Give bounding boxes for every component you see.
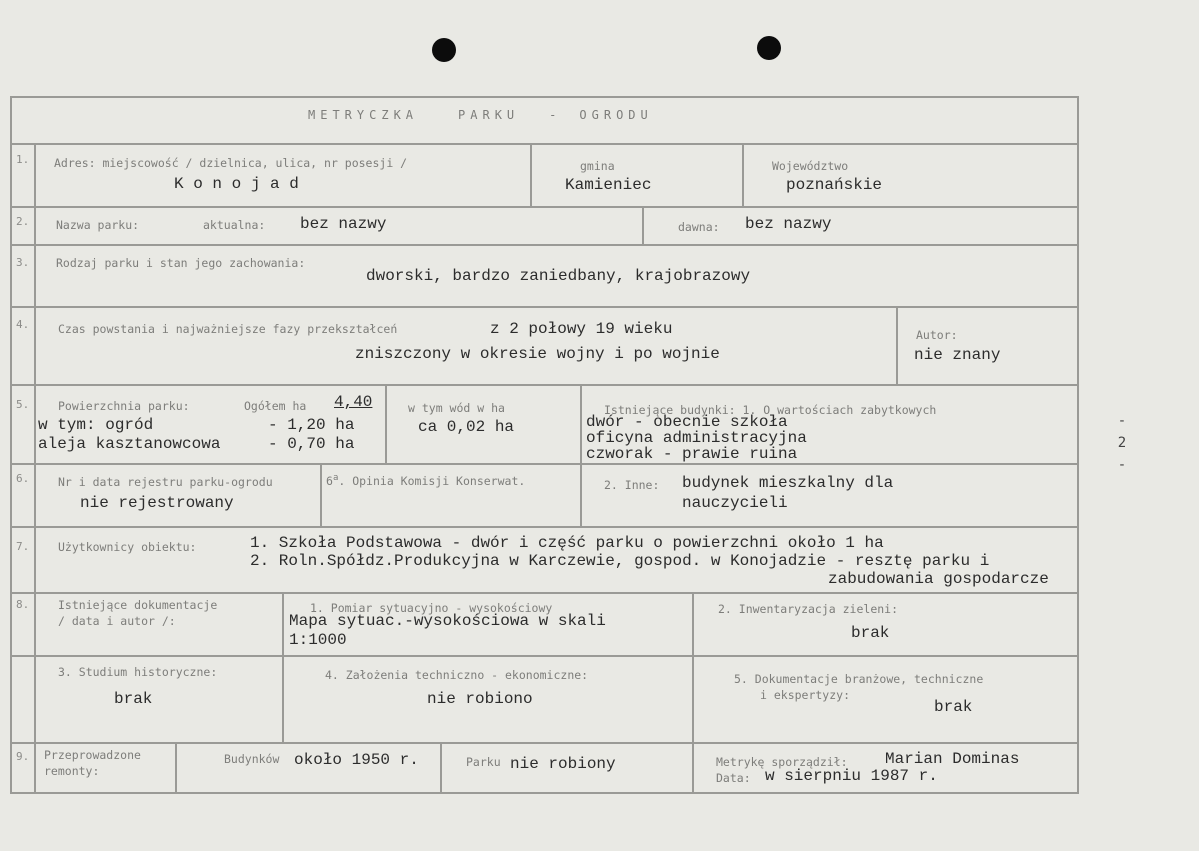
autor-value: nie znany xyxy=(914,346,1001,364)
ogolem-label: Ogółem ha xyxy=(244,399,307,413)
zalozenia-value: nie robiono xyxy=(427,690,533,708)
uzytkownicy-line-2: 2. Roln.Spółdz.Produkcyjna w Karczewie, gospod. w Konojadzie - resztę parku i xyxy=(250,552,990,570)
czas-powstania-label: Czas powstania i najważniejsze fazy przekształceń xyxy=(58,322,398,336)
wod-label: w tym wód w ha xyxy=(408,401,505,415)
side-dash-top: - xyxy=(1117,413,1127,429)
budynki-line-3: czworak - prawie ruina xyxy=(586,445,798,463)
opinia-text: . Opinia Komisji Konserwat. xyxy=(338,473,526,488)
dokumentacje-label-2: / data i autor /: xyxy=(58,614,176,628)
budynki-label: Istniejące budynki: 1. O wartościach zabytkowych xyxy=(604,403,937,417)
zalozenia-label: 4. Założenia techniczno - ekonomiczne: xyxy=(325,668,589,682)
budynki-line-1: dwór - obecnie szkoła xyxy=(586,413,788,431)
ogolem-value: 4,40 xyxy=(334,393,373,411)
dokumentacje-label-1: Istniejące dokumentacje xyxy=(58,598,218,612)
wojewodztwo-label: Województwo xyxy=(772,159,849,173)
budynkow-label: Budynków xyxy=(224,752,280,766)
data-value: w sierpniu 1987 r. xyxy=(765,767,938,785)
dawna-value: bez nazwy xyxy=(745,215,832,233)
rodzaj-parku-value: dworski, bardzo zaniedbany, krajobrazowy xyxy=(366,267,751,285)
side-number: 2 xyxy=(1117,435,1127,451)
inne-label: 2. Inne: xyxy=(604,478,660,492)
gmina-label: gmina xyxy=(580,159,615,173)
row-number-4: 4. xyxy=(16,318,30,331)
adres-value: K o n o j a d xyxy=(174,175,299,193)
pomiar-label: 1. Pomiar sytuacyjno - wysokościowy xyxy=(310,601,553,615)
aleja-label: aleja kasztanowcowa xyxy=(38,435,221,453)
branzowe-value: brak xyxy=(934,698,973,716)
title-metryczka: METRYCZKA xyxy=(308,108,419,122)
adres-label: Adres: miejscowość / dzielnica, ulica, nr posesji / xyxy=(54,156,408,170)
studium-value: brak xyxy=(114,690,153,708)
inwentaryzacja-value: brak xyxy=(851,624,890,642)
title-dash: - xyxy=(549,108,562,122)
czas-powstania-value-2: zniszczony w okresie wojny i po wojnie xyxy=(355,345,720,363)
title-parku: PARKU xyxy=(458,108,520,122)
rodzaj-parku-label: Rodzaj parku i stan jego zachowania: xyxy=(56,256,306,270)
row-number-1: 1. xyxy=(16,153,30,166)
opinia-superscript: a xyxy=(332,473,339,483)
w-tym-ogrod-value: - 1,20 ha xyxy=(268,416,355,434)
punch-hole-right xyxy=(757,36,781,60)
row-number-3: 3. xyxy=(16,256,30,269)
studium-label: 3. Studium historyczne: xyxy=(58,665,218,679)
wojewodztwo-value: poznańskie xyxy=(786,176,883,194)
row-number-7: 7. xyxy=(16,540,30,553)
pomiar-line-1: Mapa sytuac.-wysokościowa w skali xyxy=(289,612,606,630)
uzytkownicy-line-1: 1. Szkoła Podstawowa - dwór i część parku o powierzchni około 1 ha xyxy=(250,534,884,552)
czas-powstania-value-1: z 2 połowy 19 wieku xyxy=(490,320,673,338)
inwentaryzacja-label: 2. Inwentaryzacja zieleni: xyxy=(718,602,899,616)
powierzchnia-label: Powierzchnia parku: xyxy=(58,399,190,413)
uzytkownicy-label: Użytkownicy obiektu: xyxy=(58,540,197,554)
data-label: Data: xyxy=(716,771,751,785)
row-number-5: 5. xyxy=(16,398,30,411)
rejestr-value: nie rejestrowany xyxy=(80,494,234,512)
w-tym-ogrod-label: w tym: ogród xyxy=(38,416,154,434)
remonty-label-1: Przeprowadzone xyxy=(44,748,141,762)
form-title xyxy=(308,108,653,122)
row-number-9: 9. xyxy=(16,750,30,763)
branzowe-label-1: 5. Dokumentacje branżowe, techniczne xyxy=(734,672,984,686)
punch-hole-left xyxy=(432,38,456,62)
branzowe-label-2: i ekspertyzy: xyxy=(760,688,851,702)
parku-value: nie robiony xyxy=(510,755,616,773)
rejestr-label: Nr i data rejestru parku-ogrodu xyxy=(58,475,273,489)
gmina-value: Kamieniec xyxy=(565,176,652,194)
wod-value: ca 0,02 ha xyxy=(418,418,515,436)
title-ogrodu: OGRODU xyxy=(579,108,653,122)
parku-label: Parku xyxy=(466,755,501,769)
uzytkownicy-line-3: zabudowania gospodarcze xyxy=(828,570,1049,588)
side-dash-bottom: - xyxy=(1117,457,1127,473)
inne-line-1: budynek mieszkalny dla xyxy=(682,474,894,492)
budynkow-value: około 1950 r. xyxy=(294,751,419,769)
inne-line-2: nauczycieli xyxy=(682,494,788,512)
row-number-6: 6. xyxy=(16,472,30,485)
opinia-label xyxy=(326,473,525,488)
aktualna-value: bez nazwy xyxy=(300,215,387,233)
row-number-2: 2. xyxy=(16,215,30,228)
row-number-8: 8. xyxy=(16,598,30,611)
nazwa-parku-label: Nazwa parku: xyxy=(56,218,140,232)
budynki-line-2: oficyna administracyjna xyxy=(586,429,807,447)
side-page-number xyxy=(1114,410,1130,476)
opinia-number: 6 xyxy=(326,473,333,488)
metryke-label: Metrykę sporządził: xyxy=(716,755,848,769)
pomiar-line-2: 1:1000 xyxy=(289,631,347,649)
remonty-label-2: remonty: xyxy=(44,764,100,778)
aleja-value: - 0,70 ha xyxy=(268,435,355,453)
dawna-label: dawna: xyxy=(678,220,720,234)
autor-label: Autor: xyxy=(916,328,958,342)
aktualna-label: aktualna: xyxy=(203,218,266,232)
metryke-value: Marian Dominas xyxy=(885,750,1020,768)
